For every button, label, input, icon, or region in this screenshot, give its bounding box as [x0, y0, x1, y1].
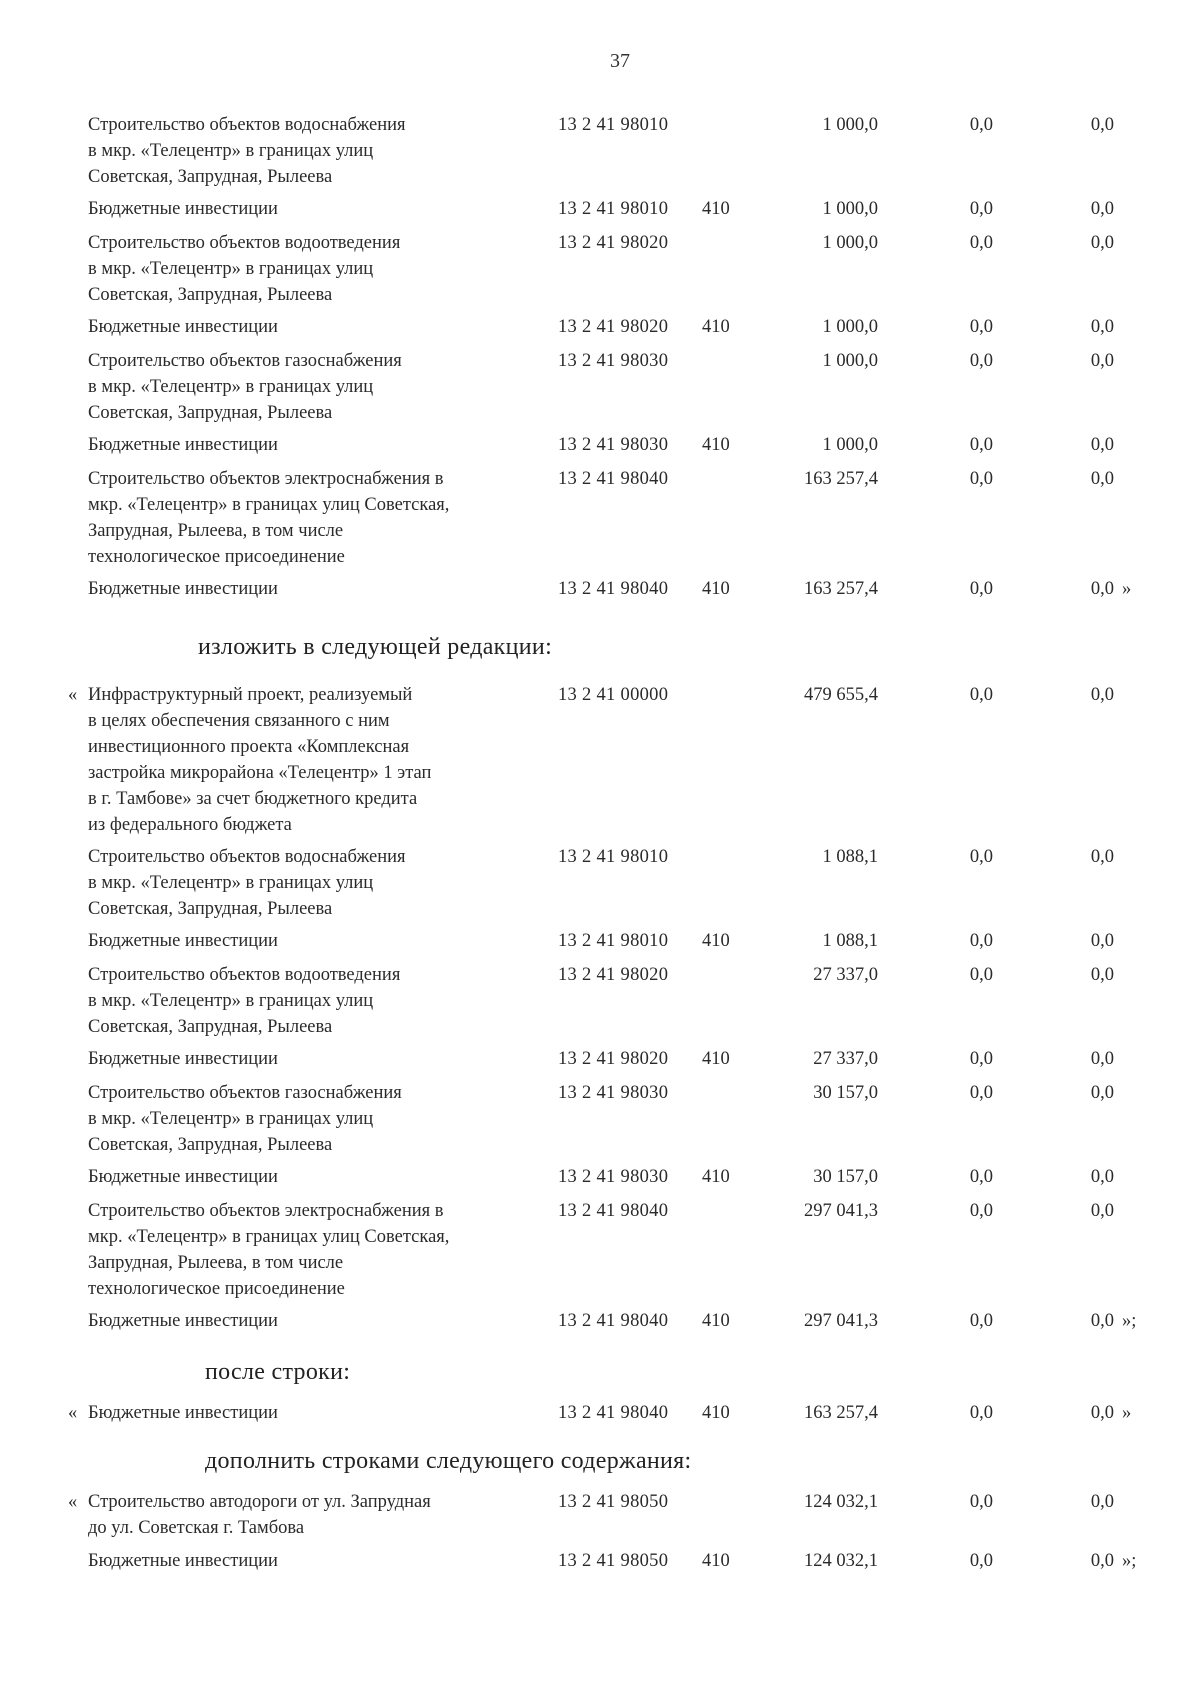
row-name: Бюджетные инвестиции: [88, 1049, 278, 1069]
row-expense-type: 410: [702, 1049, 730, 1069]
row-target-code: 13 2 41 98030: [558, 1167, 669, 1187]
instruction-replace: изложить в следующей редакции:: [198, 634, 553, 660]
row-expense-type: 410: [702, 317, 730, 337]
row-name: Бюджетные инвестиции: [88, 317, 278, 337]
row-target-code: 13 2 41 00000: [558, 685, 669, 705]
instruction-after-row: после строки:: [205, 1359, 351, 1385]
row-amount-year2: 0,0: [969, 199, 993, 219]
row-target-code: 13 2 41 98010: [558, 115, 669, 135]
row-amount-year1: 1 000,0: [822, 435, 878, 455]
row-name: Бюджетные инвестиции: [88, 1551, 278, 1571]
row-amount-year2: 0,0: [969, 1049, 993, 1069]
row-amount-year2: 0,0: [969, 233, 993, 253]
row-amount-year2: 0,0: [969, 847, 993, 867]
row-amount-year1: 1 000,0: [822, 233, 878, 253]
row-amount-year2: 0,0: [969, 351, 993, 371]
row-target-code: 13 2 41 98010: [558, 199, 669, 219]
row-amount-year1: 1 088,1: [822, 847, 878, 867]
row-amount-year2: 0,0: [969, 1492, 993, 1512]
row-expense-type: 410: [702, 931, 730, 951]
row-amount-year2: 0,0: [969, 469, 993, 489]
row-amount-year3: 0,0: [1090, 1403, 1114, 1423]
row-target-code: 13 2 41 98020: [558, 1049, 669, 1069]
row-amount-year3: 0,0: [1090, 1167, 1114, 1187]
row-amount-year1: 124 032,1: [804, 1492, 878, 1512]
row-expense-type: 410: [702, 1167, 730, 1187]
row-amount-year1: 163 257,4: [804, 469, 878, 489]
row-amount-year2: 0,0: [969, 1083, 993, 1103]
row-amount-year3: 0,0: [1090, 1049, 1114, 1069]
row-amount-year2: 0,0: [969, 317, 993, 337]
row-open-quote: «: [68, 1492, 78, 1512]
row-name: Бюджетные инвестиции: [88, 199, 278, 219]
row-amount-year1: 27 337,0: [813, 965, 878, 985]
row-target-code: 13 2 41 98010: [558, 931, 669, 951]
row-amount-year3: 0,0: [1090, 469, 1114, 489]
row-amount-year3: 0,0: [1090, 1201, 1114, 1221]
row-name: Инфраструктурный проект, реализуемый в целях обеспечения связанного с ним инвестиционного проекта «Комплексная застройка микрорайона «Телецентр» 1 этап в г. Тамбове» за счет бюджетного кредита из федерального бюджета: [88, 685, 432, 835]
row-amount-year3: 0,0: [1090, 1551, 1114, 1571]
row-amount-year3: 0,0: [1090, 1492, 1114, 1512]
row-expense-type: 410: [702, 579, 730, 599]
row-amount-year2: 0,0: [969, 435, 993, 455]
row-amount-year2: 0,0: [969, 965, 993, 985]
row-amount-year1: 1 000,0: [822, 317, 878, 337]
row-close-quote: »: [1122, 579, 1132, 599]
row-expense-type: 410: [702, 1551, 730, 1571]
row-target-code: 13 2 41 98030: [558, 1083, 669, 1103]
row-open-quote: «: [68, 685, 78, 705]
row-expense-type: 410: [702, 1403, 730, 1423]
row-amount-year2: 0,0: [969, 1551, 993, 1571]
row-amount-year3: 0,0: [1090, 579, 1114, 599]
row-target-code: 13 2 41 98020: [558, 233, 669, 253]
row-target-code: 13 2 41 98040: [558, 579, 669, 599]
row-amount-year1: 1 000,0: [822, 115, 878, 135]
row-amount-year3: 0,0: [1090, 965, 1114, 985]
row-name: Строительство объектов электроснабжения в мкр. «Телецентр» в границах улиц Советская, Запрудная, Рылеева, в том числе технологическое присоединение: [88, 1201, 450, 1299]
row-close-quote: »;: [1122, 1311, 1137, 1331]
row-amount-year2: 0,0: [969, 1201, 993, 1221]
row-target-code: 13 2 41 98030: [558, 351, 669, 371]
row-amount-year3: 0,0: [1090, 435, 1114, 455]
row-amount-year2: 0,0: [969, 1167, 993, 1187]
row-name: Бюджетные инвестиции: [88, 1167, 278, 1187]
row-name: Строительство объектов водоснабжения в мкр. «Телецентр» в границах улиц Советская, Запрудная, Рылеева: [88, 115, 406, 187]
row-amount-year1: 297 041,3: [804, 1311, 878, 1331]
row-amount-year1: 27 337,0: [813, 1049, 878, 1069]
row-amount-year3: 0,0: [1090, 847, 1114, 867]
row-amount-year3: 0,0: [1090, 1083, 1114, 1103]
row-amount-year3: 0,0: [1090, 685, 1114, 705]
row-expense-type: 410: [702, 199, 730, 219]
row-name: Бюджетные инвестиции: [88, 1311, 278, 1331]
row-name: Строительство объектов водоотведения в мкр. «Телецентр» в границах улиц Советская, Запрудная, Рылеева: [88, 233, 401, 305]
row-amount-year2: 0,0: [969, 685, 993, 705]
row-amount-year1: 163 257,4: [804, 579, 878, 599]
row-target-code: 13 2 41 98010: [558, 847, 669, 867]
row-amount-year2: 0,0: [969, 1403, 993, 1423]
row-amount-year1: 163 257,4: [804, 1403, 878, 1423]
row-name: Бюджетные инвестиции: [88, 435, 278, 455]
row-amount-year1: 1 000,0: [822, 199, 878, 219]
row-name: Бюджетные инвестиции: [88, 931, 278, 951]
row-close-quote: »: [1122, 1403, 1132, 1423]
page-number: 37: [610, 50, 630, 72]
row-target-code: 13 2 41 98030: [558, 435, 669, 455]
row-name: Строительство объектов электроснабжения в мкр. «Телецентр» в границах улиц Советская, Запрудная, Рылеева, в том числе технологическое присоединение: [88, 469, 450, 567]
row-amount-year1: 479 655,4: [804, 685, 878, 705]
row-target-code: 13 2 41 98040: [558, 1311, 669, 1331]
row-amount-year1: 1 000,0: [822, 351, 878, 371]
row-amount-year1: 1 088,1: [822, 931, 878, 951]
row-amount-year2: 0,0: [969, 931, 993, 951]
row-open-quote: «: [68, 1403, 78, 1423]
row-target-code: 13 2 41 98040: [558, 1403, 669, 1423]
instruction-append: дополнить строками следующего содержания:: [205, 1448, 692, 1474]
row-amount-year3: 0,0: [1090, 233, 1114, 253]
row-target-code: 13 2 41 98020: [558, 965, 669, 985]
row-target-code: 13 2 41 98040: [558, 469, 669, 489]
row-expense-type: 410: [702, 1311, 730, 1331]
row-amount-year3: 0,0: [1090, 931, 1114, 951]
row-name: Строительство автодороги от ул. Запрудная до ул. Советская г. Тамбова: [88, 1492, 431, 1538]
row-name: Строительство объектов газоснабжения в мкр. «Телецентр» в границах улиц Советская, Запрудная, Рылеева: [88, 351, 402, 423]
row-amount-year2: 0,0: [969, 1311, 993, 1331]
row-amount-year1: 30 157,0: [813, 1083, 878, 1103]
row-amount-year2: 0,0: [969, 115, 993, 135]
row-amount-year3: 0,0: [1090, 1311, 1114, 1331]
row-name: Бюджетные инвестиции: [88, 579, 278, 599]
row-expense-type: 410: [702, 435, 730, 455]
row-name: Строительство объектов водоснабжения в мкр. «Телецентр» в границах улиц Советская, Запрудная, Рылеева: [88, 847, 406, 919]
row-amount-year1: 30 157,0: [813, 1167, 878, 1187]
row-target-code: 13 2 41 98050: [558, 1492, 669, 1512]
row-amount-year3: 0,0: [1090, 199, 1114, 219]
row-name: Бюджетные инвестиции: [88, 1403, 278, 1423]
row-name: Строительство объектов водоотведения в мкр. «Телецентр» в границах улиц Советская, Запрудная, Рылеева: [88, 965, 401, 1037]
row-amount-year3: 0,0: [1090, 351, 1114, 371]
row-amount-year1: 297 041,3: [804, 1201, 878, 1221]
row-amount-year3: 0,0: [1090, 115, 1114, 135]
row-amount-year3: 0,0: [1090, 317, 1114, 337]
row-name: Строительство объектов газоснабжения в мкр. «Телецентр» в границах улиц Советская, Запрудная, Рылеева: [88, 1083, 402, 1155]
row-amount-year1: 124 032,1: [804, 1551, 878, 1571]
row-amount-year2: 0,0: [969, 579, 993, 599]
row-target-code: 13 2 41 98020: [558, 317, 669, 337]
row-target-code: 13 2 41 98050: [558, 1551, 669, 1571]
row-target-code: 13 2 41 98040: [558, 1201, 669, 1221]
row-close-quote: »;: [1122, 1551, 1137, 1571]
